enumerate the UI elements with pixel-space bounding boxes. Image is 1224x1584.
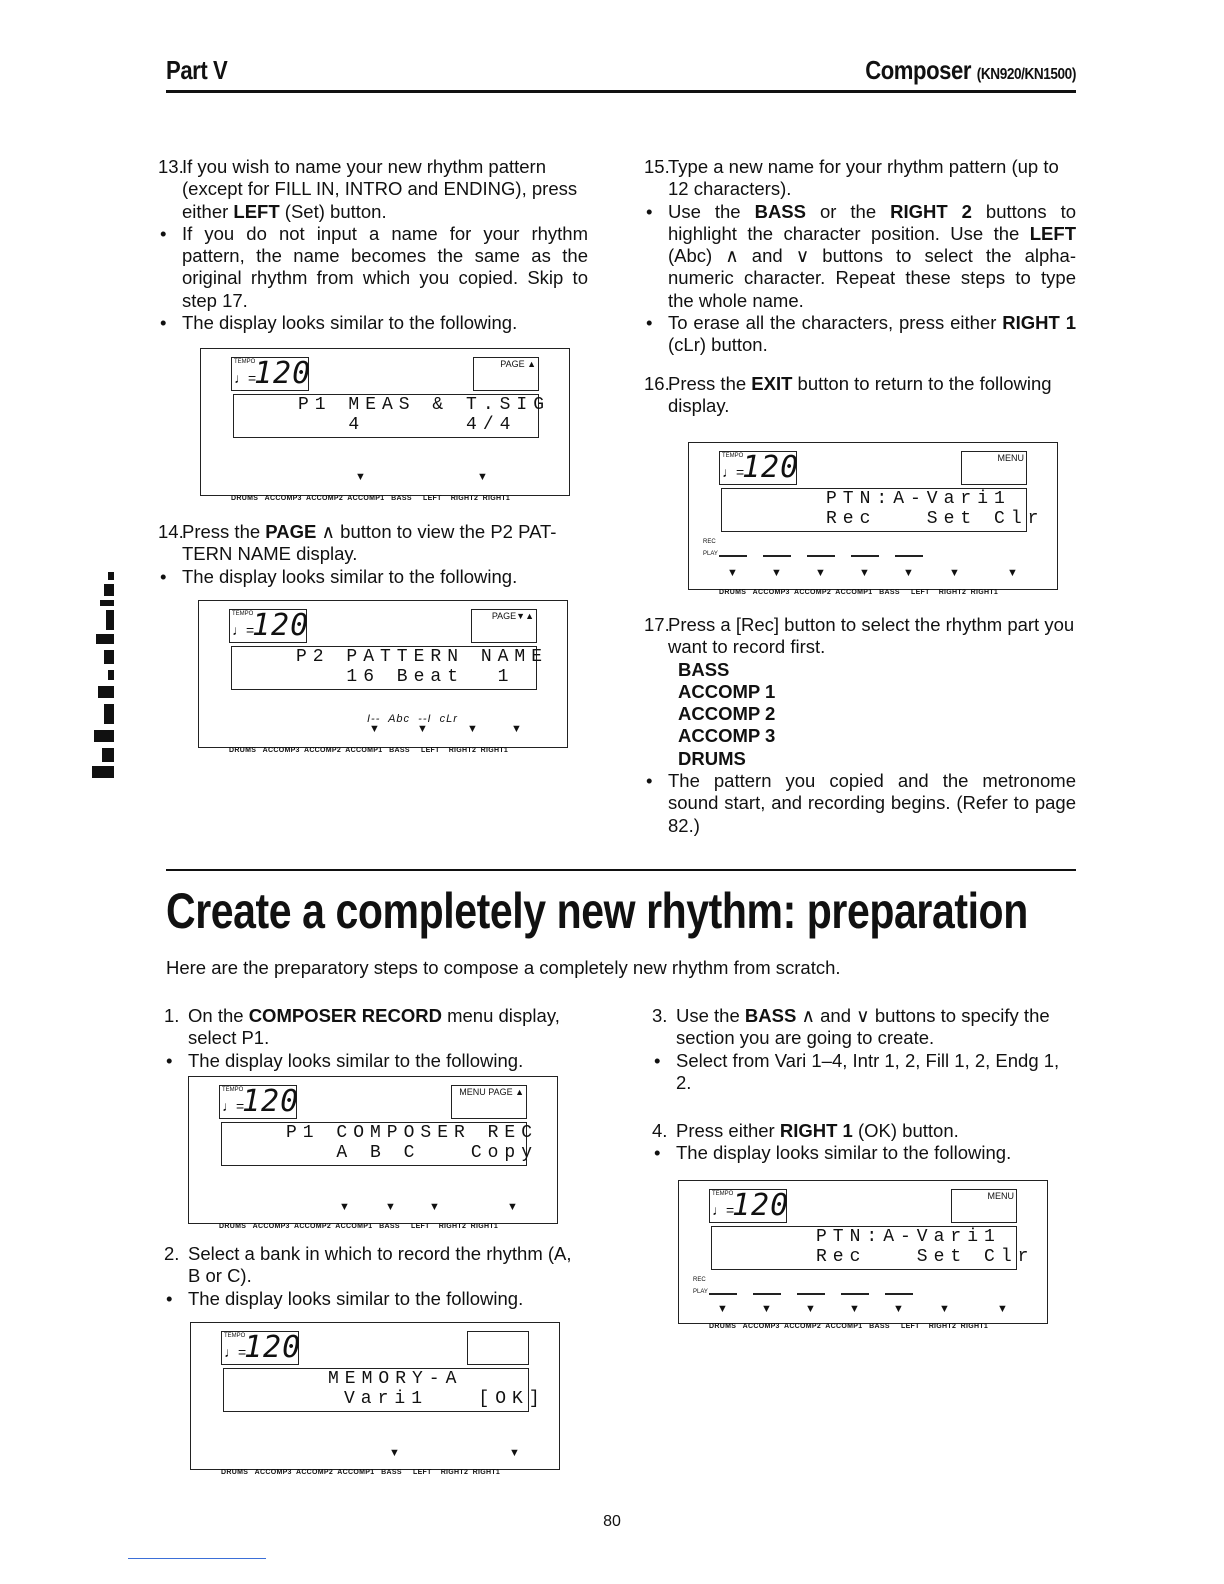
lcd-line-1: P2 PATTERN NAME [296,647,549,667]
step-number: 13. [158,156,184,177]
lcd-line-2: 16 Beat 1 [296,667,515,687]
step-text: button to return to the following display. [668,372,1052,416]
bullet-text: The display looks similar to the following. [182,312,518,334]
arrow-down-icon: ▼ [511,723,522,735]
bullet: • The display looks similar to the following. [166,1049,524,1071]
step-bold: EXIT [751,372,793,394]
note-icon: ♩= [222,1098,245,1114]
arrow-down-icon: ▼ [509,1447,520,1459]
lcd-line-2: Vari1 [OK] [344,1389,546,1409]
bullet-text: The display looks similar to the following. [182,565,518,587]
step-13 [158,156,588,223]
tempo-box [709,1188,790,1223]
tempo-label: TEMPO [712,1191,734,1197]
page-label: MENU PAGE ▲ [459,1087,524,1097]
bullet-text: If you do not input a name for your rhythm pattern, the name becomes the same as the original rhythm from which you copied. Skip to step 17. [182,222,588,311]
step-3 [652,1005,1076,1050]
step-text: (Set) button. [279,200,387,222]
arrow-down-icon: ▼ [997,1303,1008,1315]
arrow-down-icon: ▼ [477,471,488,483]
play-label: PLAY [693,1289,708,1295]
step-bold: BASS [744,1005,797,1026]
step-number: 4. [652,1120,668,1142]
lcd-display-5 [190,1322,560,1476]
step-bold: COMPOSER RECORD [248,1005,442,1026]
step-text: Press either [676,1120,780,1142]
step-15 [644,156,1076,201]
button-labels: DRUMS ACCOMP3 ACCOMP2 ACCOMP1 BASS LEFT RIGHT2 RIGHT1 [229,747,509,754]
header-section-title: Composer [865,55,972,85]
step-17 [644,614,1076,659]
side-tab-graphic [90,570,116,780]
button-labels: DRUMS ACCOMP3 ACCOMP2 ACCOMP1 BASS LEFT RIGHT2 RIGHT1 [719,589,999,596]
arrow-down-icon: ▼ [355,471,366,483]
arrow-down-icon: ▼ [507,1201,518,1213]
page-indicator [961,451,1027,485]
step-text: Use the [676,1005,745,1026]
button-labels: DRUMS ACCOMP3 ACCOMP2 ACCOMP1 BASS LEFT RIGHT2 RIGHT1 [231,495,511,502]
bottom-right-column [652,1005,1076,1165]
lcd-screen [223,1368,546,1412]
lcd-screen [221,1122,539,1166]
section-rule [166,869,1076,871]
lcd-line-1: P1 MEAS & T.SIG [298,395,551,415]
bullet-text: Use the [668,200,755,222]
tempo-label: TEMPO [722,453,744,459]
page-indicator [473,357,539,391]
button-labels: DRUMS ACCOMP3 ACCOMP2 ACCOMP1 BASS LEFT RIGHT2 RIGHT1 [221,1469,501,1476]
step-text: ∧ and ∨ buttons to specify the section you are going to create. [676,1005,1050,1049]
tempo-box [221,1330,302,1365]
lcd-line-2: A B C Copy [286,1143,539,1163]
lcd-screen [711,1226,1035,1270]
step-number: 3. [652,1005,668,1026]
lcd-screen [231,646,549,690]
step-14 [158,521,588,566]
tempo-value: 120 [244,1330,302,1365]
tempo-label: TEMPO [234,359,256,365]
left-column-top [158,156,588,334]
bullet: • The display looks similar to the following. [166,1287,524,1309]
step-text: (OK) button. [852,1120,959,1142]
bullet-text: (cLr) button. [668,334,768,356]
lcd-line-1: P1 COMPOSER REC [286,1123,539,1143]
bullet: • The display looks similar to the following. [160,312,518,334]
arrow-down-icon: ▼ [771,567,782,579]
arrow-down-icon: ▼ [805,1303,816,1315]
tempo-label: TEMPO [222,1087,244,1093]
arrow-down-icon: ▼ [389,1447,400,1459]
arrow-down-icon: ▼ [339,1201,350,1213]
note-icon: ♩= [722,464,745,480]
right-column-top [644,156,1076,417]
step-bold: RIGHT 1 [779,1120,853,1142]
note-icon: ♩= [224,1344,247,1360]
arrow-down-icon: ▼ [859,567,870,579]
step-text: If you wish to name your new rhythm pattern (except for FILL IN, INTRO and ENDING), press either [182,156,578,222]
arrow-down-icon: ▼ [903,567,914,579]
lcd-line-1: MEMORY-A [328,1369,463,1389]
left-column-step14 [158,521,588,588]
lcd-display-1 [200,348,570,502]
rec-label: REC [703,539,716,545]
bullet-text: Select from Vari 1–4, Intr 1, 2, Fill 1, 2, Endg 1, 2. [676,1049,1060,1093]
step-text: Press the [668,372,752,394]
section-title: Create a completely new rhythm: preparation [166,883,1028,939]
rec-label: REC [693,1277,706,1283]
tempo-box [719,450,800,485]
bullet-text: The display looks similar to the following. [676,1142,1012,1164]
bullet: • If you do not input a name for your rhythm pattern, the name becomes the same as the original rhythm from which you copied. Skip to step 17. [160,222,588,311]
step-number: 14. [158,521,184,542]
bullet: • The display looks similar to the following. [160,565,518,587]
right-column-step17 [644,614,1076,837]
step-number: 1. [164,1005,180,1026]
arrow-down-icon: ▼ [893,1303,904,1315]
bullet: • To erase all the characters, press either RIGHT 1 (cLr) button. [646,312,1077,356]
step-bold: PAGE [265,521,317,542]
step-number: 15. [644,156,670,177]
play-label: PLAY [703,551,718,557]
tempo-label: TEMPO [232,611,254,617]
arrow-down-icon: ▼ [417,723,428,735]
step-text: On the [188,1005,249,1026]
arrow-down-icon: ▼ [849,1303,860,1315]
step-text: Press a [Rec] button to select the rhythm part you want to record first. [668,614,1075,658]
bullet: • The display looks similar to the following. [654,1142,1012,1164]
bottom-left-step2 [164,1243,588,1310]
tempo-box [231,356,312,391]
lcd-line-2: Rec Set Clr [816,1247,1035,1267]
page-label: MENU [997,453,1024,463]
tempo-value: 120 [252,608,310,643]
lcd-line-1: PTN:A-Vari1 [816,1227,1001,1247]
tempo-value: 120 [732,1188,790,1223]
tempo-label: TEMPO [224,1333,246,1339]
bullet-text: buttons to highlight the character position. Use the [668,200,1076,244]
bullet-text: The pattern you copied and the metronome sound start, and recording begins. (Refer to page 82.) [668,770,1076,836]
note-icon: ♩= [712,1202,735,1218]
footnote-rule [128,1558,266,1559]
bullet-bold: LEFT [1029,222,1076,244]
arrow-down-icon: ▼ [1007,567,1018,579]
part-drums: DRUMS [678,747,746,769]
lcd-screen [721,488,1045,532]
step-bold: LEFT [233,200,280,222]
tempo-box [229,608,310,643]
bullet-text: or the [805,200,891,222]
header-models: (KN920/KN1500) [976,66,1076,83]
tempo-value: 120 [742,450,800,485]
lcd-display-6 [678,1180,1048,1330]
lcd-line-2: 4 4/4 [298,415,517,435]
page-indicator [951,1189,1017,1223]
soft-button-labels: I-- Abc --I cLr [367,713,458,725]
step-text: Type a new name for your rhythm pattern (up to 12 characters). [668,156,1059,200]
step-16 [644,373,1076,418]
lcd-line-1: PTN:A-Vari1 [826,489,1011,509]
page-label: PAGE▼▲ [491,611,534,621]
part-accomp-3: ACCOMP 3 [678,725,776,747]
arrow-down-icon: ▼ [761,1303,772,1315]
step-4 [652,1120,1076,1142]
step-text: menu display, select P1. [188,1005,560,1049]
bullet: • Use the BASS or the RIGHT 2 buttons to highlight the character position. Use the LEFT (Abc) ∧ and ∨ buttons to select the alpha-numeric character. Repeat these steps to type the whole name. [646,200,1076,311]
step-2 [164,1243,588,1288]
step-text: Select a bank in which to record the rhythm (A, B or C). [188,1243,572,1287]
step-text: ∧ button to view the P2 PAT-TERN NAME display. [182,521,557,565]
page-indicator [467,1331,529,1365]
bullet: • The pattern you copied and the metronome sound start, and recording begins. (Refer to page 82.) [646,770,1076,836]
lcd-display-3 [688,442,1058,596]
lcd-line-2: Rec Set Clr [826,509,1045,529]
step-1 [164,1005,588,1050]
arrow-down-icon: ▼ [429,1201,440,1213]
header-rule [166,90,1076,93]
header-section [865,55,1076,86]
step-text: Press the [182,521,266,542]
section-intro: Here are the preparatory steps to compose a completely new rhythm from scratch. [166,957,841,978]
page-indicator [471,609,537,643]
step-number: 17. [644,614,670,635]
button-labels: DRUMS ACCOMP3 ACCOMP2 ACCOMP1 BASS LEFT RIGHT2 RIGHT1 [219,1223,499,1230]
arrow-down-icon: ▼ [815,567,826,579]
button-labels: DRUMS ACCOMP3 ACCOMP2 ACCOMP1 BASS LEFT RIGHT2 RIGHT1 [709,1323,989,1330]
note-icon: ♩= [234,370,257,386]
lcd-screen [233,394,551,438]
bullet-bold: BASS [754,200,806,222]
header-part: Part V [166,55,228,85]
bullet-bold: RIGHT 2 [890,200,972,222]
arrow-down-icon: ▼ [467,723,478,735]
arrow-down-icon: ▼ [369,723,380,735]
page-label: PAGE ▲ [500,359,536,369]
part-bass: BASS [678,658,730,680]
lcd-display-4 [188,1076,558,1230]
tempo-value: 120 [254,356,312,391]
lcd-display-2 [198,600,568,754]
arrow-down-icon: ▼ [949,567,960,579]
bullet: • Select from Vari 1–4, Intr 1, 2, Fill 1, 2, Endg 1, 2. [654,1049,1060,1093]
bullet-text: (Abc) ∧ and ∨ buttons to select the alpha-numeric character. Repeat these steps to type the whole name. [668,245,1076,311]
step-number: 2. [164,1243,180,1264]
arrow-down-icon: ▼ [717,1303,728,1315]
page-label: MENU [987,1191,1014,1201]
bullet-bold: RIGHT 1 [1002,312,1077,334]
arrow-down-icon: ▼ [385,1201,396,1213]
bottom-left-column [164,1005,588,1072]
bullet-text: To erase all the characters, press either [668,312,1003,334]
part-accomp-1: ACCOMP 1 [678,680,776,702]
note-icon: ♩= [232,622,255,638]
bullet-text: The display looks similar to the following. [188,1049,524,1071]
arrow-down-icon: ▼ [939,1303,950,1315]
tempo-value: 120 [242,1084,300,1119]
tempo-box [219,1084,300,1119]
bullet-text: The display looks similar to the following. [188,1287,524,1309]
step-number: 16. [644,372,670,394]
part-accomp-2: ACCOMP 2 [678,703,776,725]
page-indicator [451,1085,527,1119]
arrow-down-icon: ▼ [727,567,738,579]
page-number: 80 [603,1513,621,1530]
